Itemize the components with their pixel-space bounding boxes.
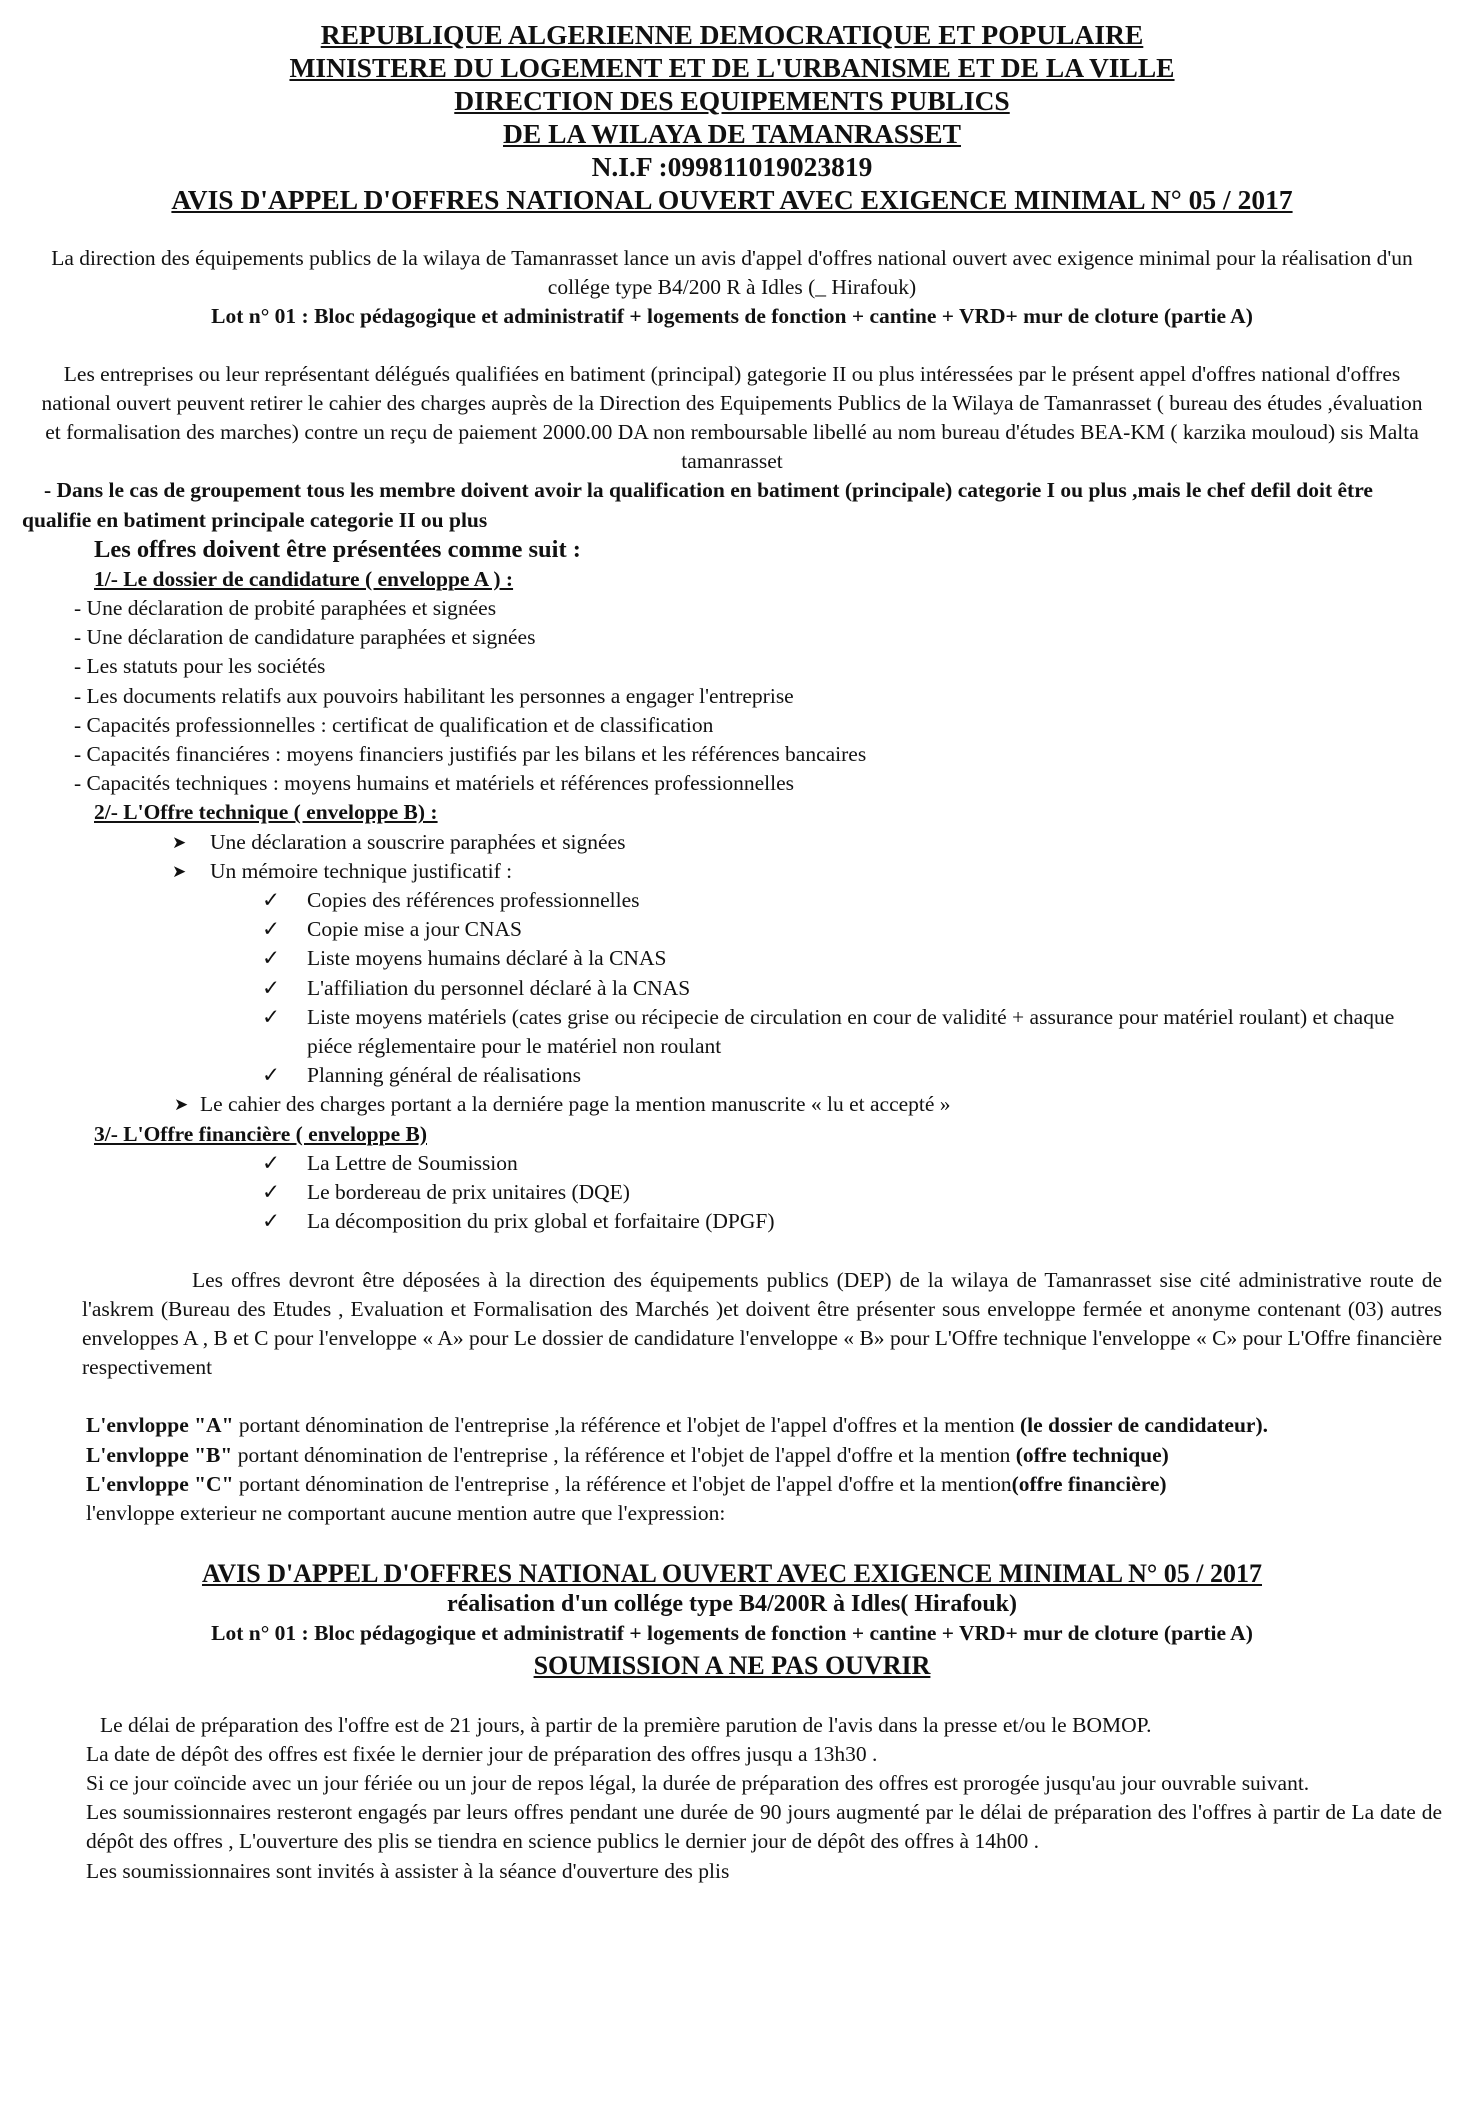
- checkmark-bullet-icon: ✓: [262, 917, 281, 942]
- intro-lot: Lot n° 01 : Bloc pédagogique et administratif + logements de fonction + cantine + VRD+ mur de cloture (partie A): [211, 304, 1253, 329]
- delais-p2: La date de dépôt des offres est fixée le dernier jour de préparation des offres jusqu a 13h30 .: [86, 1741, 878, 1766]
- enveloppe-a: L'envloppe "A" portant dénomination de l'entreprise ,la référence et l'objet de l'appel d'offres et la mention (le dossier de candidateur).: [86, 1413, 1268, 1438]
- checkmark-bullet-icon: ✓: [262, 1180, 281, 1205]
- arrowhead-bullet-icon: ➤: [172, 861, 187, 881]
- delais-p1: Le délai de préparation des l'offre est de 21 jours, à partir de la première parution de l'avis dans la presse et/ou le BOMOP.: [100, 1712, 1152, 1737]
- list-item: - Une déclaration de candidature paraphées et signées: [22, 623, 1442, 652]
- memoire-list: [22, 886, 1442, 1090]
- list-item: - Capacités techniques : moyens humains et matériels et références professionnelles: [22, 769, 1442, 798]
- header-ministere: MINISTERE DU LOGEMENT ET DE L'URBANISME ET DE LA VILLE: [289, 52, 1175, 83]
- delais-p5: Les soumissionnaires sont invités à assister à la séance d'ouverture des plis: [86, 1858, 730, 1883]
- intro-text: La direction des équipements publics de la wilaya de Tamanrasset lance un avis d'appel d'offres national ouvert avec exigence minimal pour la réalisation d'un collége type B4/200 R à Idles (_ Hirafouk): [51, 246, 1413, 300]
- delais-section: [22, 1711, 1442, 1886]
- checkmark-bullet-icon: ✓: [262, 946, 281, 971]
- list-item: ✓ Copie mise a jour CNAS: [22, 915, 1442, 944]
- list-item: ➤ Un mémoire technique justificatif :: [22, 857, 1442, 886]
- mention-title: AVIS D'APPEL D'OFFRES NATIONAL OUVERT AVEC EXIGENCE MINIMAL N° 05 / 2017: [201, 1559, 1262, 1589]
- header-nif: N.I.F :099811019023819: [591, 151, 873, 182]
- checkmark-bullet-icon: ✓: [262, 888, 281, 913]
- delais-p4: Les soumissionnaires resteront engagés par leurs offres pendant une durée de 90 jours augmenté par le délai de préparation des l'offres à partir de La date de dépôt des offres , L'ouverture des plis se tiendra en science publics le dernier jour de dépôt des offres à 14h00 .: [86, 1800, 1442, 1854]
- mention-lot: Lot n° 01 : Bloc pédagogique et administratif + logements de fonction + cantine + VRD+ mur de cloture (partie A): [211, 1621, 1253, 1646]
- arrowhead-bullet-icon: ➤: [174, 1095, 189, 1115]
- delais-p3: Si ce jour coïncide avec un jour fériée ou un jour de repos légal, la durée de préparation des offres est prorogée jusqu'au jour ouvrable suivant.: [86, 1770, 1310, 1795]
- enveloppe-c: L'envloppe "C" portant dénomination de l'entreprise , la référence et l'objet de l'appel d'offre et la mention(offre financière): [86, 1471, 1167, 1496]
- dossier-title: 1/- Le dossier de candidature ( enveloppe A ) :: [94, 566, 514, 591]
- header-wilaya: DE LA WILAYA DE TAMANRASSET: [503, 118, 961, 149]
- list-item: ✓ Copies des références professionnelles: [22, 886, 1442, 915]
- dossier-list: [22, 594, 1442, 798]
- list-item: - Une déclaration de probité paraphées et signées: [22, 594, 1442, 623]
- offres-title: Les offres doivent être présentées comme suit :: [94, 535, 581, 563]
- enveloppe-b: L'envloppe "B" portant dénomination de l'entreprise , la référence et l'objet de l'appel d'offre et la mention (offre technique): [86, 1442, 1169, 1467]
- mention-subtitle: réalisation d'un collége type B4/200R à Idles( Hirafouk): [447, 1591, 1017, 1618]
- depot-text: Les offres devront être déposées à la direction des équipements publics (DEP) de la wilaya de Tamanrasset sise cité administrative route de l'askrem (Bureau des Etudes , Evaluation et Formalisation des Marchés )et doivent être présenter sous enveloppe fermée et anonyme contenant (03) autres enveloppes A , B et C pour l'enveloppe « A» pour Le dossier de candidature l'enveloppe « B» pour L'Offre technique l'enveloppe « C» pour L'Offre financière respectivement: [82, 1267, 1442, 1380]
- financiere-list: [22, 1149, 1442, 1237]
- list-item: - Les statuts pour les sociétés: [22, 652, 1442, 681]
- list-item: ✓ La Lettre de Soumission: [22, 1149, 1442, 1178]
- groupement-text: - Dans le cas de groupement tous les membre doivent avoir la qualification en batiment (principale) categorie I ou plus ,mais le chef defil doit être qualifie en batiment principale categorie II ou plus: [22, 478, 1373, 532]
- mention-soumission: SOUMISSION A NE PAS OUVRIR: [533, 1650, 931, 1680]
- list-item: ✓ Liste moyens matériels (cates grise ou récipecie de circulation en cour de validité + assurance pour matériel roulant) et chaque piéce réglementaire pour le matériel non roulant: [262, 1004, 1395, 1059]
- list-item: ✓ La décomposition du prix global et forfaitaire (DPGF): [22, 1207, 1442, 1236]
- checkmark-bullet-icon: ✓: [262, 1150, 281, 1175]
- arrowhead-bullet-icon: ➤: [172, 832, 187, 852]
- checkmark-bullet-icon: ✓: [262, 1209, 281, 1234]
- cahier-list: [22, 1090, 1442, 1119]
- list-item: ➤ Le cahier des charges portant a la derniére page la mention manuscrite « lu et accepté »: [22, 1090, 1442, 1119]
- list-item: ✓ L'affiliation du personnel déclaré à la CNAS: [22, 974, 1442, 1003]
- checkmark-bullet-icon: ✓: [262, 1063, 281, 1088]
- checkmark-bullet-icon: ✓: [262, 1004, 281, 1029]
- list-item: ➤ Une déclaration a souscrire paraphées et signées: [22, 828, 1442, 857]
- list-item: - Capacités financiéres : moyens financiers justifiés par les bilans et les références bancaires: [22, 740, 1442, 769]
- list-item: - Les documents relatifs aux pouvoirs habilitant les personnes a engager l'entreprise: [22, 682, 1442, 711]
- enveloppe-exterieur: l'envloppe exterieur ne comportant aucune mention autre que l'expression:: [86, 1500, 726, 1525]
- technique-title: 2/- L'Offre technique ( enveloppe B) :: [94, 800, 438, 825]
- financiere-title: 3/- L'Offre financière ( enveloppe B): [94, 1121, 427, 1146]
- avis-title: AVIS D'APPEL D'OFFRES NATIONAL OUVERT AVEC EXIGENCE MINIMAL N° 05 / 2017: [171, 184, 1293, 215]
- technique-list: [22, 828, 1442, 886]
- list-item: ✓ Le bordereau de prix unitaires (DQE): [22, 1178, 1442, 1207]
- checkmark-bullet-icon: ✓: [262, 975, 281, 1000]
- list-item: ✓ Liste moyens humains déclaré à la CNAS: [22, 944, 1442, 973]
- header-republique: REPUBLIQUE ALGERIENNE DEMOCRATIQUE ET POPULAIRE: [320, 19, 1144, 50]
- header-direction: DIRECTION DES EQUIPEMENTS PUBLICS: [454, 85, 1010, 116]
- list-item: ✓ Planning général de réalisations: [22, 1061, 1442, 1090]
- list-item: - Capacités professionnelles : certificat de qualification et de classification: [22, 711, 1442, 740]
- retrait-text: Les entreprises ou leur représentant délégués qualifiées en batiment (principal) gategorie II ou plus intéressées par le présent appel d'offres national d'offres national ouvert peuvent retirer le cahier des charges auprès de la Direction des Equipements Publics de la Wilaya de Tamanrasset ( bureau des études ,évaluation et formalisation des marches) contre un reçu de paiement 2000.00 DA non remboursable libellé au nom bureau d'études BEA-KM ( karzika mouloud) sis Malta tamanrasset: [41, 361, 1423, 474]
